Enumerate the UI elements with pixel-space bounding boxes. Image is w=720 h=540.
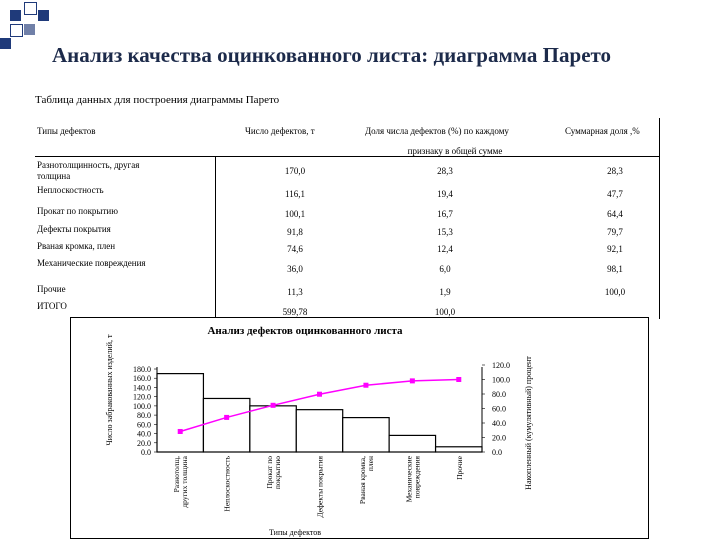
square-shape: [10, 24, 23, 37]
x-tick-label: Прокат по: [265, 456, 275, 489]
table-divider: [659, 118, 660, 319]
cell-type: Дефекты покрытия: [37, 224, 111, 234]
header-count: Число дефектов, т: [245, 126, 315, 136]
square-shape: [24, 24, 35, 35]
cell-share: 1,9: [439, 287, 451, 297]
bar: [250, 406, 296, 452]
cell-share: 15,3: [437, 227, 453, 237]
cell-share: 28,3: [437, 166, 453, 176]
x-tick-label: других толщина: [180, 456, 190, 508]
bar: [389, 435, 435, 452]
x-tick-label: Дефекты покрытия: [315, 456, 325, 518]
header-share-line1: Доля числа дефектов (%) по каждому: [365, 126, 509, 136]
cumulative-point: [271, 403, 276, 408]
x-tick-label: плен: [365, 456, 375, 472]
y-tick-label: 60.0: [137, 420, 151, 430]
chart-title: Анализ дефектов оцинкованного листа: [207, 325, 403, 337]
header-share-line2: признаку в общей сумме: [407, 146, 503, 156]
cell-share: 100,0: [434, 307, 456, 317]
header-cum: Суммарная доля ,%: [565, 126, 640, 136]
cell-share: 12,4: [437, 244, 453, 254]
y2-tick-label: 40.0: [492, 419, 506, 428]
cell-share: 19,4: [437, 189, 453, 199]
x-tick-label: повреждения: [412, 456, 422, 499]
y-tick-label: 0.0: [141, 448, 151, 457]
x-tick-label: Рваная кромка,: [357, 456, 367, 505]
header-type: Типы дефектов: [37, 126, 96, 136]
square-shape: [10, 10, 21, 21]
cell-cum: 100,0: [604, 287, 626, 297]
pareto-chart: [70, 317, 650, 540]
cell-cum: 98,1: [607, 264, 623, 274]
cell-type: Механические повреждения: [37, 258, 146, 268]
table-divider: [215, 156, 216, 319]
x-axis-label: Типы дефектов: [268, 528, 322, 537]
y-tick-label: 80.0: [137, 411, 151, 421]
cumulative-point: [363, 383, 368, 388]
y2-tick-label: 60.0: [492, 404, 506, 414]
cell-cum: 92,1: [607, 244, 623, 254]
y2-tick-label: 0.0: [492, 448, 502, 457]
x-tick-label: Механические: [404, 456, 414, 503]
cell-count: 11,3: [287, 287, 303, 297]
bar: [296, 410, 342, 452]
y-axis-label: Число забракованных изделий, т: [105, 334, 114, 446]
y-tick-label: 100.0: [133, 401, 151, 411]
cell-type: Разнотолщинность, другая толщина: [37, 160, 140, 181]
cumulative-point: [456, 377, 461, 382]
y-tick-label: 140.0: [133, 383, 151, 393]
cell-share: 6,0: [439, 264, 451, 274]
cell-type: Неплоскостность: [37, 185, 104, 195]
cell-count: 599,78: [282, 307, 308, 317]
cell-count: 74,6: [287, 244, 303, 254]
square-shape: [38, 10, 49, 21]
cell-type: Прокат по покрытию: [37, 206, 118, 216]
cell-type: Рваная кромка, плен: [37, 241, 116, 251]
x-tick-label: Разнотолщ,: [172, 456, 182, 493]
cumulative-point: [224, 415, 229, 420]
y2-tick-label: 80.0: [492, 390, 506, 399]
cell-cum: 28,3: [607, 166, 623, 176]
cell-count: 100,1: [284, 209, 306, 219]
x-tick-label: Неплоскостность: [222, 456, 232, 512]
y2-tick-label: 100.0: [492, 375, 510, 385]
x-tick-label: покрытию: [273, 456, 283, 490]
y2-tick-label: 120.0: [492, 361, 510, 370]
cell-count: 36,0: [287, 264, 303, 274]
y-tick-label: 120.0: [133, 392, 151, 402]
cell-cum: 47,7: [607, 189, 623, 199]
cell-type: Прочие: [37, 284, 66, 294]
cell-count: 116,1: [285, 189, 305, 199]
cell-count: 91,8: [287, 227, 303, 237]
bar: [436, 447, 482, 452]
cell-cum: 79,7: [607, 227, 623, 237]
cell-cum: 64,4: [607, 209, 623, 219]
cell-share: 16,7: [437, 209, 453, 219]
cell-count: 170,0: [284, 166, 306, 176]
square-shape: [24, 2, 37, 15]
y-tick-label: 180.0: [133, 365, 151, 374]
y-tick-label: 160.0: [133, 374, 151, 384]
y2-axis-label: Накопленный (кумулятивный) процент: [524, 356, 533, 490]
cumulative-point: [178, 429, 183, 434]
y-tick-label: 40.0: [137, 429, 151, 439]
cumulative-point: [410, 378, 415, 383]
page-title: Анализ качества оцинкованного листа: диаграмма Парето: [52, 43, 612, 67]
bar: [157, 374, 203, 452]
x-tick-label: Прочие: [454, 456, 464, 480]
cumulative-point: [317, 392, 322, 397]
bar: [343, 418, 389, 452]
square-shape: [0, 38, 11, 49]
bar: [203, 398, 249, 452]
cell-type: ИТОГО: [37, 301, 67, 311]
y2-tick-label: 20.0: [492, 433, 506, 443]
table-caption: Таблица данных для построения диаграммы Парето: [35, 94, 280, 106]
y-tick-label: 20.0: [137, 438, 151, 448]
table-divider: [35, 156, 660, 157]
